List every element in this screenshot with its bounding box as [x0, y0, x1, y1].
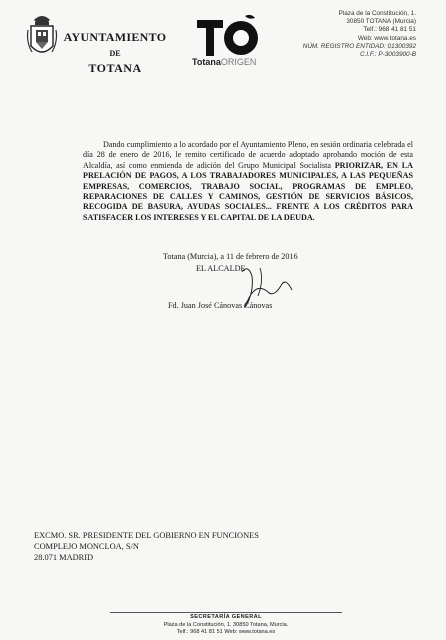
- footer: [110, 614, 342, 637]
- footer-department: SECRETARÍA GENERAL: [190, 614, 262, 620]
- footer-divider: [110, 612, 342, 613]
- signer-name: Fd. Juan José Cánovas Cánovas: [168, 301, 273, 310]
- addressee-line-1: EXCMO. SR. PRESIDENTE DEL GOBIERNO EN FUNCIONES: [34, 531, 259, 540]
- organization-name: [60, 30, 170, 76]
- org-line-3: TOTANA: [88, 61, 142, 75]
- contact-cif: C.I.F.: P-3003900-B: [359, 51, 416, 59]
- footer-contact: Telf.: 968 41 81 51 Web: www.totana.es: [176, 629, 276, 636]
- contact-web: Web: www.totana.es: [357, 34, 416, 42]
- letter-intro: Dando cumplimiento a lo acordado por el Ayuntamiento Pleno, en sesión ordinaria celebrada el día 28 de enero de 2016, le remito certificado de acuerdo adoptado aprobando moción de esta Alcaldía, así como enmienda de adición del Grupo Municipal Socialista: [83, 140, 413, 170]
- logo-wordmark: [192, 57, 256, 67]
- contact-address: Plaza de la Constitución, 1.: [338, 10, 416, 17]
- logo-brand: Totana: [192, 57, 221, 67]
- coat-of-arms-icon: [26, 12, 58, 62]
- letter-emphasis: PRIORIZAR, EN LA PRELACIÓN DE PAGOS, A LOS TRABAJADORES MUNICIPALES, A LAS PEQUEÑAS EMPRESAS, COMERCIOS, TRABAJO SOCIAL, PROGRAMAS DE EMPLEO, REPARACIONES DE CALLES Y CAMINOS, GESTIÓN DE SERVICIOS BÁSICOS, RECOGIDA DE BASURA, AYUDAS SOCIALES... FRENTE A LOS CRÉDITOS PARA SATISFACER LOS INTERESES Y EL CAPITAL DE LA DEUDA.: [83, 160, 413, 222]
- contact-phone: Telf.: 968 41 81 51: [363, 26, 416, 34]
- letter-date: Totana (Murcia), a 11 de febrero de 2016: [163, 252, 298, 261]
- addressee-line-2: COMPLEJO MONCLOA, S/N: [34, 542, 139, 551]
- contact-registry: NÚM. REGISTRO ENTIDAD: 01300392: [302, 42, 416, 50]
- header-contact-block: [303, 10, 416, 59]
- signer-role: EL ALCALDE: [196, 264, 246, 273]
- logo-sub: ORIGEN: [220, 57, 257, 67]
- footer-address: Plaza de la Constitución, 1. 30850 Totana, Murcia.: [163, 621, 289, 628]
- org-line-1: AYUNTAMIENTO: [63, 30, 167, 44]
- addressee-line-3: 28.071 MADRID: [34, 553, 94, 562]
- org-line-2: DE: [109, 49, 121, 58]
- contact-city: 30850 TOTANA (Murcia): [346, 18, 416, 26]
- letter-body: [83, 140, 413, 223]
- addressee-block: [34, 530, 259, 563]
